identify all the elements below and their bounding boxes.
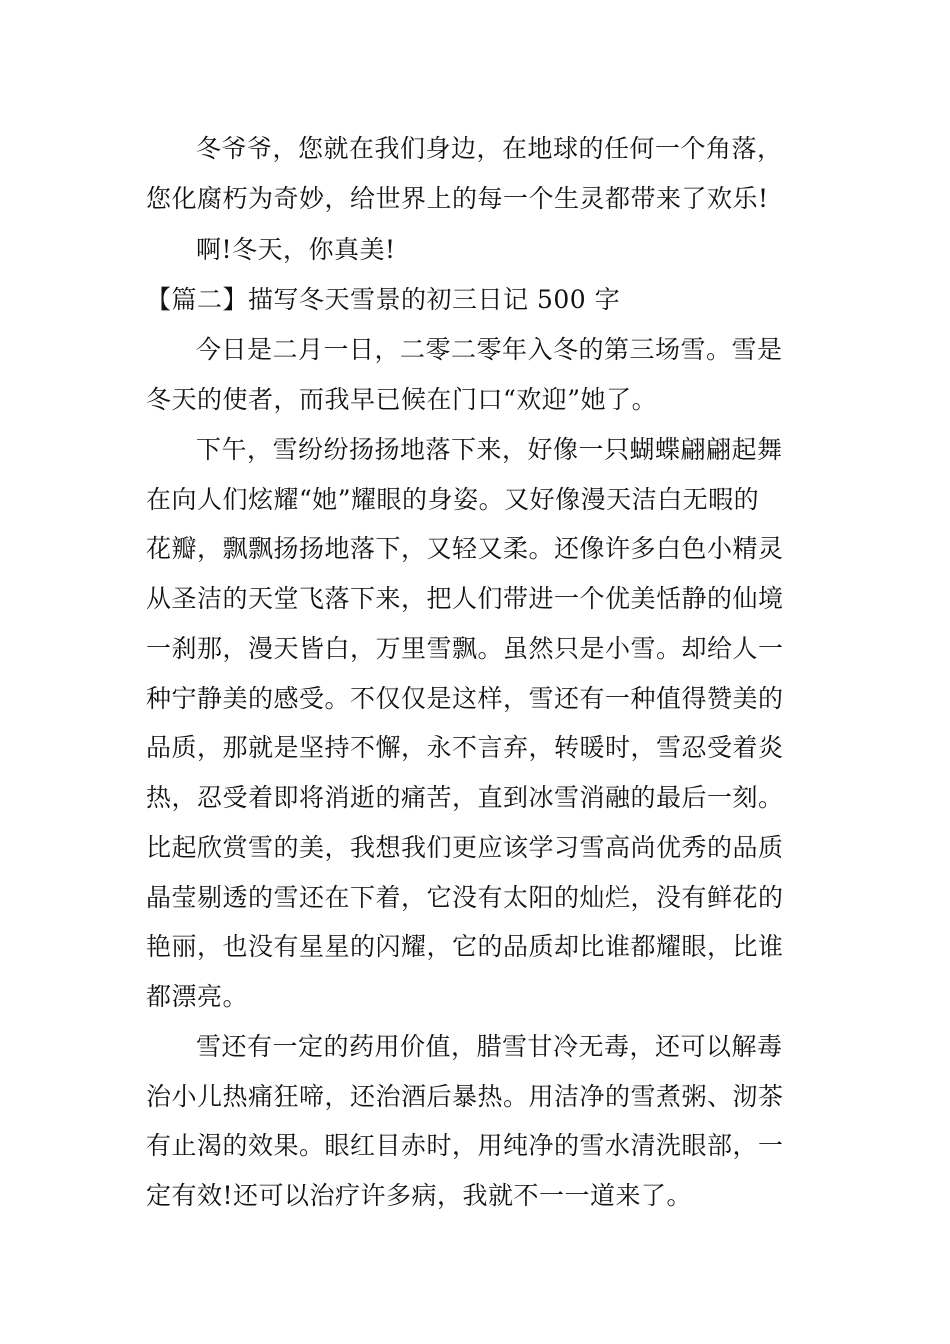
paragraph-line: 都漂亮。 (146, 982, 249, 1011)
section-heading: 【篇二】描写冬天雪景的初三日记 500 字 (146, 285, 621, 314)
paragraph-line: 您化腐朽为奇妙，给世界上的每一个生灵都带来了欢乐! (146, 184, 769, 213)
paragraph-line: 热，忍受着即将消逝的痛苦，直到冰雪消融的最后一刻。 (146, 783, 784, 812)
paragraph-line: 花瓣，飘飘扬扬地落下，又轻又柔。还像许多白色小精灵 (146, 534, 784, 563)
paragraph-line: 冬爷爷，您就在我们身边，在地球的任何一个角落， (196, 134, 783, 163)
paragraph-line: 从圣洁的天堂飞落下来，把人们带进一个优美恬静的仙境 (146, 584, 784, 613)
paragraph-line: 一刹那，漫天皆白，万里雪飘。虽然只是小雪。却给人一 (146, 634, 784, 663)
paragraph-line: 比起欣赏雪的美，我想我们更应该学习雪高尚优秀的品质 (146, 833, 784, 862)
paragraph-line: 今日是二月一日，二零二零年入冬的第三场雪。雪是 (196, 335, 783, 364)
paragraph-line: 治小儿热痛狂啼，还治酒后暴热。用洁净的雪煮粥、沏茶 (146, 1082, 784, 1111)
paragraph-line: 品质，那就是坚持不懈，永不言弃，转暖时，雪忍受着炎 (146, 733, 784, 762)
paragraph-line: 啊!冬天，你真美! (196, 235, 396, 264)
paragraph-line: 艳丽，也没有星星的闪耀，它的品质却比谁都耀眼，比谁 (146, 932, 784, 961)
paragraph-line: 晶莹剔透的雪还在下着，它没有太阳的灿烂，没有鲜花的 (146, 883, 784, 912)
paragraph-line: 冬天的使者，而我早已候在门口“欢迎”她了。 (146, 385, 658, 414)
paragraph-line: 在向人们炫耀“她”耀眼的身姿。又好像漫天洁白无暇的 (146, 485, 760, 514)
paragraph-line: 雪还有一定的药用价值，腊雪甘冷无毒，还可以解毒 (196, 1032, 783, 1061)
paragraph-line: 种宁静美的感受。不仅仅是这样，雪还有一种值得赞美的 (146, 684, 784, 713)
paragraph-line: 定有效!还可以治疗许多病，我就不一一道来了。 (146, 1181, 693, 1210)
paragraph-line: 下午，雪纷纷扬扬地落下来，好像一只蝴蝶翩翩起舞 (196, 435, 783, 464)
paragraph-line: 有止渴的效果。眼红目赤时，用纯净的雪水清洗眼部，一 (146, 1131, 784, 1160)
